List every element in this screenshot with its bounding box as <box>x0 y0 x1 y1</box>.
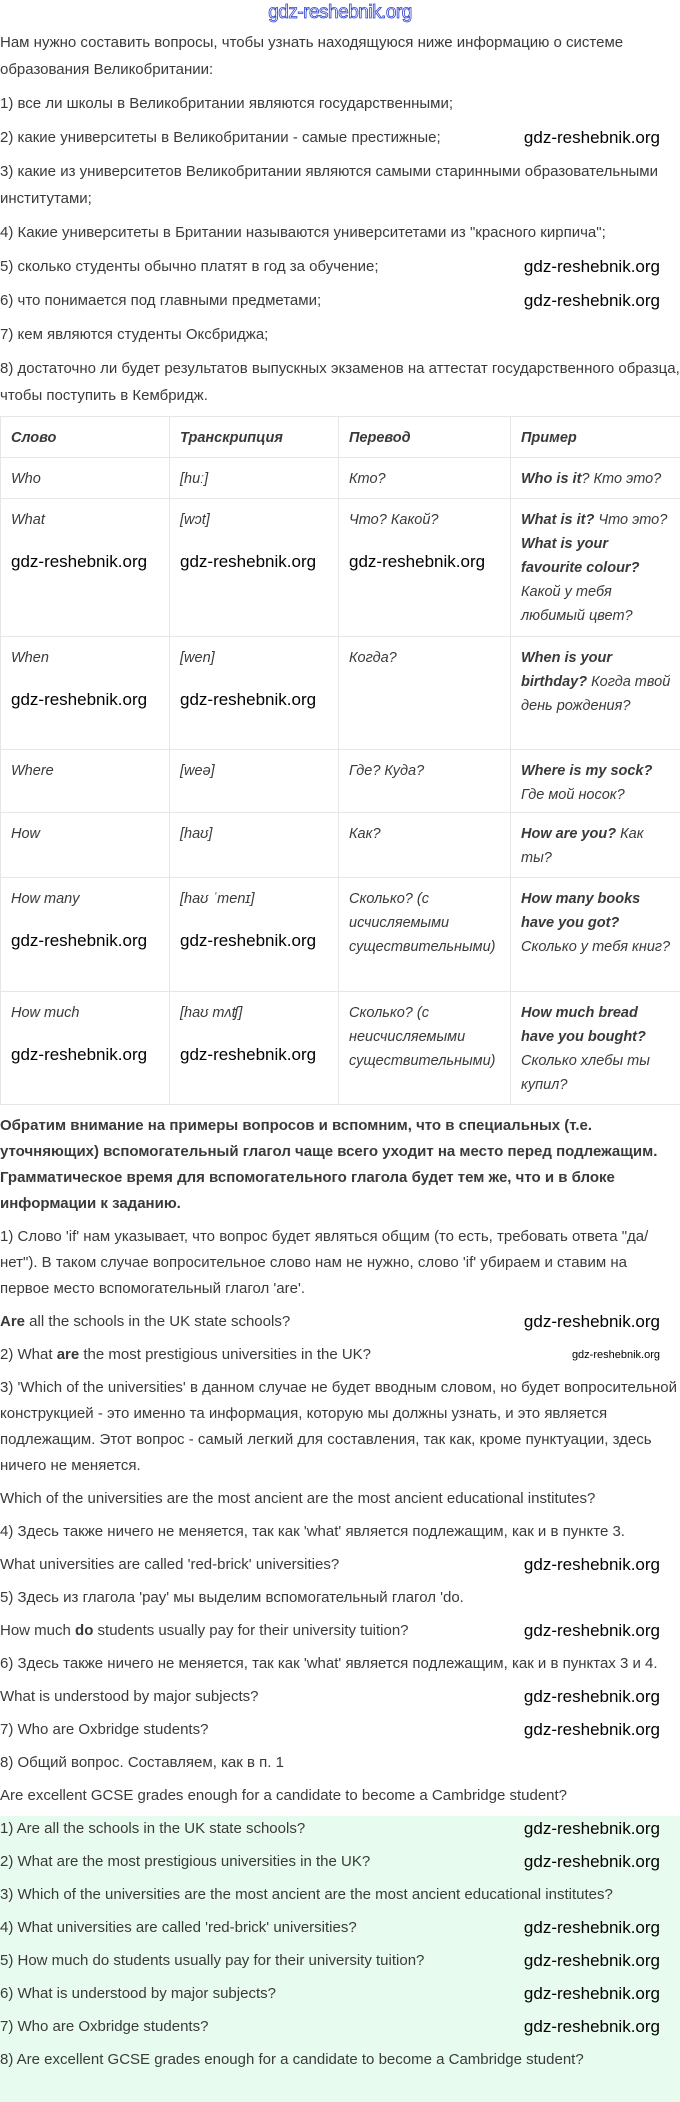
transcription-cell <box>170 499 339 637</box>
translation-cell-text: Где? Куда? <box>349 763 424 779</box>
text: 3) 'Which of the universities' в данном случае не будет вводным словом, но будет вопросительной конструкцией - это именно та информация, которую мы должны узнать, и это является подлежащим. Этот вопрос - самый легкий для составления, так как, кроме пунктуации, здесь ничего не меняется. <box>0 1379 677 1474</box>
table-row <box>1 499 680 637</box>
example-english: What is it? <box>521 512 594 528</box>
answer-text: 4) What universities are called 'red-brick' universities? <box>0 1919 357 1936</box>
explanation-paragraph <box>0 1783 680 1809</box>
word-cell <box>1 637 170 750</box>
explanation-paragraph <box>0 1651 680 1677</box>
watermark-text: gdz-reshebnik.org <box>180 550 330 574</box>
example-cell <box>511 813 680 878</box>
task-text: 4) Какие университеты в Британии называются университетами из "красного кирпича"; <box>0 224 606 241</box>
site-logo-watermark[interactable]: gdz-reshebnik.org <box>0 0 680 29</box>
task-list <box>0 90 680 409</box>
bold-text: Are <box>0 1313 25 1330</box>
task-item <box>0 90 680 117</box>
explanation-paragraph <box>0 1375 680 1479</box>
explanation-paragraph <box>0 1486 680 1512</box>
translation-cell <box>339 458 511 499</box>
table-header-row <box>1 417 680 458</box>
text: the most prestigious universities in the UK? <box>79 1346 371 1363</box>
answer-text: 3) Which of the universities are the most ancient are the most ancient educational institutes? <box>0 1886 613 1903</box>
explanation-paragraph <box>0 1717 680 1743</box>
translation-cell <box>339 992 511 1105</box>
example-russian: Что это? <box>594 512 667 528</box>
text: Which of the universities are the most ancient are the most ancient educational institutes? <box>0 1490 595 1507</box>
task-text: 8) достаточно ли будет результатов выпускных экзаменов на аттестат государственного образца, чтобы поступить в Кембридж. <box>0 360 680 404</box>
watermark-text: gdz-reshebnik.org <box>11 550 161 574</box>
explanation-paragraph <box>0 1585 680 1611</box>
task-item <box>0 253 680 280</box>
watermark-text: gdz-reshebnik.org <box>11 929 161 953</box>
watermark-text: gdz-reshebnik.org <box>180 1043 330 1067</box>
watermark-text: gdz-reshebnik.org <box>524 2014 660 2040</box>
task-item <box>0 219 680 246</box>
watermark-text: gdz-reshebnik.org <box>11 688 161 712</box>
translation-cell <box>339 637 511 750</box>
example-cell <box>511 499 680 637</box>
answer-item <box>0 1981 680 2007</box>
answer-item <box>0 2047 680 2073</box>
word-cell-text: Where <box>11 763 54 779</box>
watermark-text: gdz-reshebnik.org <box>524 1948 660 1974</box>
bold-text: Обратим внимание на примеры вопросов и вспомним, что в специальных (т.е. уточняющих) вспомогательный глагол чаще всего уходит на место перед подлежащим. Грамматическое время для вспомогательного глагола будет тем же, что и в блоке информации к заданию. <box>0 1117 657 1212</box>
text: all the schools in the UK state schools? <box>25 1313 290 1330</box>
answer-text: 6) What is understood by major subjects? <box>0 1985 276 2002</box>
transcription-cell-text: [haʊ ˈmenɪ] <box>180 891 255 907</box>
word-cell <box>1 750 170 813</box>
watermark-text: gdz-reshebnik.org <box>524 1915 660 1941</box>
example-cell <box>511 878 680 992</box>
example-english: Who is it <box>521 471 581 487</box>
example-cell <box>511 992 680 1105</box>
explanation-paragraph <box>0 1309 680 1335</box>
explanation-paragraph <box>0 1750 680 1776</box>
task-text: 1) все ли школы в Великобритании являются государственными; <box>0 95 453 112</box>
transcription-cell-text: [huː] <box>180 471 208 487</box>
transcription-cell-text: [wɔt] <box>180 512 210 528</box>
example-english: When is your birthday? <box>521 650 612 690</box>
watermark-text: gdz-reshebnik.org <box>524 124 660 151</box>
translation-cell-text: Сколько? (с исчисляемыми существительными) <box>349 891 496 955</box>
task-section <box>0 29 680 409</box>
text: 1) Слово 'if' нам указывает, что вопрос будет являться общим (то есть, требовать ответа "да/нет"). В таком случае вопросительное слово нам не нужно, слово 'if' убираем и ставим на первое место вспомогательный глагол 'are'. <box>0 1228 648 1297</box>
translation-cell <box>339 813 511 878</box>
transcription-cell <box>170 992 339 1105</box>
example-english: How many books have you got? <box>521 891 640 931</box>
task-text: 5) сколько студенты обычно платят в год за обучение; <box>0 258 379 275</box>
text: 7) Who are Oxbridge students? <box>0 1721 208 1738</box>
watermark-text: gdz-reshebnik.org <box>524 1849 660 1875</box>
example-cell <box>511 750 680 813</box>
text: What universities are called 'red-brick' universities? <box>0 1556 339 1573</box>
answer-item <box>0 2014 680 2040</box>
text: 5) Здесь из глагола 'pay' мы выделим вспомогательный глагол 'do. <box>0 1589 464 1606</box>
translation-cell-text: Когда? <box>349 650 397 666</box>
table-row <box>1 637 680 750</box>
column-header: Пример <box>511 417 680 458</box>
text: 4) Здесь также ничего не меняется, так как 'what' является подлежащим, как и в пункте 3. <box>0 1523 625 1540</box>
word-cell <box>1 499 170 637</box>
task-item <box>0 287 680 314</box>
example-russian: ? Кто это? <box>581 471 661 487</box>
table-row <box>1 878 680 992</box>
answer-item <box>0 1948 680 1974</box>
answer-text: 2) What are the most prestigious universities in the UK? <box>0 1853 370 1870</box>
answer-text: 7) Who are Oxbridge students? <box>0 2018 208 2035</box>
example-cell <box>511 458 680 499</box>
transcription-cell-text: [haʊ mʌʧ] <box>180 1005 242 1021</box>
task-item <box>0 355 680 409</box>
watermark-text: gdz-reshebnik.org <box>572 1342 660 1368</box>
answers-section <box>0 1816 680 2102</box>
translation-cell-text: Кто? <box>349 471 386 487</box>
watermark-text: gdz-reshebnik.org <box>524 1309 660 1335</box>
watermark-text: gdz-reshebnik.org <box>11 1043 161 1067</box>
word-cell-text: How many <box>11 891 80 907</box>
watermark-text: gdz-reshebnik.org <box>524 253 660 280</box>
watermark-text: gdz-reshebnik.org <box>180 929 330 953</box>
bold-text: are <box>57 1346 80 1363</box>
watermark-text: gdz-reshebnik.org <box>524 1816 660 1842</box>
task-text: 3) какие из университетов Великобритании являются самыми старинными образовательными институтами; <box>0 163 658 207</box>
table-row <box>1 992 680 1105</box>
task-intro: Нам нужно составить вопросы, чтобы узнать находящуюся ниже информацию о системе образования Великобритании: <box>0 29 680 83</box>
text: students usually pay for their university tuition? <box>93 1622 408 1639</box>
watermark-text: gdz-reshebnik.org <box>524 1981 660 2007</box>
explanation-paragraph <box>0 1113 680 1217</box>
transcription-cell-text: [haʊ] <box>180 826 212 842</box>
word-cell-text: How <box>11 826 40 842</box>
example-russian: Когда твой день рождения? <box>521 674 670 714</box>
bold-text: do <box>75 1622 93 1639</box>
transcription-cell-text: [wen] <box>180 650 215 666</box>
watermark-text: gdz-reshebnik.org <box>524 1552 660 1578</box>
text: 2) What <box>0 1346 57 1363</box>
answer-item <box>0 1915 680 1941</box>
word-cell-text: What <box>11 512 45 528</box>
watermark-text: gdz-reshebnik.org <box>524 1684 660 1710</box>
example-english: What is your favourite colour? <box>521 536 639 576</box>
answer-item <box>0 1882 680 1908</box>
explanation-paragraph <box>0 1618 680 1644</box>
word-cell <box>1 813 170 878</box>
translation-cell <box>339 750 511 813</box>
explanation-paragraph <box>0 1519 680 1545</box>
answer-item <box>0 1816 680 1842</box>
text: 6) Здесь также ничего не меняется, так как 'what' является подлежащим, как и в пунктах 3 и 4. <box>0 1655 658 1672</box>
transcription-cell <box>170 750 339 813</box>
text: What is understood by major subjects? <box>0 1688 258 1705</box>
transcription-cell <box>170 813 339 878</box>
watermark-text: gdz-reshebnik.org <box>524 1717 660 1743</box>
answer-item <box>0 1849 680 1875</box>
translation-cell-text: Что? Какой? <box>349 512 439 528</box>
word-cell-text: Who <box>11 471 41 487</box>
word-cell-text: When <box>11 650 49 666</box>
task-item <box>0 158 680 212</box>
column-header: Транскрипция <box>170 417 339 458</box>
table-row <box>1 458 680 499</box>
example-english: How much bread have you bought? <box>521 1005 646 1045</box>
text: 8) Общий вопрос. Составляем, как в п. 1 <box>0 1754 284 1771</box>
example-english: Where is my sock? <box>521 763 652 779</box>
word-cell <box>1 878 170 992</box>
watermark-text: gdz-reshebnik.org <box>524 1618 660 1644</box>
watermark-text: gdz-reshebnik.org <box>180 688 330 712</box>
explanation-section <box>0 1113 680 1809</box>
word-cell-text: How much <box>11 1005 80 1021</box>
translation-cell-text: Как? <box>349 826 381 842</box>
table-row <box>1 813 680 878</box>
example-english: How are you? <box>521 826 616 842</box>
watermark-text: gdz-reshebnik.org <box>524 287 660 314</box>
example-russian: Сколько у тебя книг? <box>521 939 670 955</box>
task-text: 2) какие университеты в Великобритании - самые престижные; <box>0 129 441 146</box>
explanation-paragraph <box>0 1224 680 1302</box>
task-text: 6) что понимается под главными предметами; <box>0 292 321 309</box>
task-item <box>0 321 680 348</box>
text: How much <box>0 1622 75 1639</box>
question-words-table <box>0 416 680 1105</box>
transcription-cell-text: [weə] <box>180 763 215 779</box>
transcription-cell <box>170 637 339 750</box>
explanation-paragraph <box>0 1684 680 1710</box>
example-russian: Сколько хлебы ты купил? <box>521 1053 650 1093</box>
example-russian: Как ты? <box>521 826 644 866</box>
word-cell <box>1 458 170 499</box>
text: Are excellent GCSE grades enough for a candidate to become a Cambridge student? <box>0 1787 567 1804</box>
column-header: Слово <box>1 417 170 458</box>
explanation-paragraph <box>0 1342 680 1368</box>
example-russian: Какой у тебя любимый цвет? <box>521 584 633 624</box>
answer-text: 1) Are all the schools in the UK state schools? <box>0 1820 305 1837</box>
transcription-cell <box>170 878 339 992</box>
explanation-paragraph <box>0 1552 680 1578</box>
answer-text: 5) How much do students usually pay for their university tuition? <box>0 1952 424 1969</box>
translation-cell <box>339 878 511 992</box>
column-header: Перевод <box>339 417 511 458</box>
transcription-cell <box>170 458 339 499</box>
example-russian: Где мой носок? <box>521 787 625 803</box>
translation-cell <box>339 499 511 637</box>
word-cell <box>1 992 170 1105</box>
watermark-text: gdz-reshebnik.org <box>349 550 502 574</box>
translation-cell-text: Сколько? (с неисчисляемыми существительными) <box>349 1005 496 1069</box>
task-item <box>0 124 680 151</box>
table-row <box>1 750 680 813</box>
task-text: 7) кем являются студенты Оксбриджа; <box>0 326 268 343</box>
example-cell <box>511 637 680 750</box>
answer-text: 8) Are excellent GCSE grades enough for a candidate to become a Cambridge student? <box>0 2051 584 2068</box>
